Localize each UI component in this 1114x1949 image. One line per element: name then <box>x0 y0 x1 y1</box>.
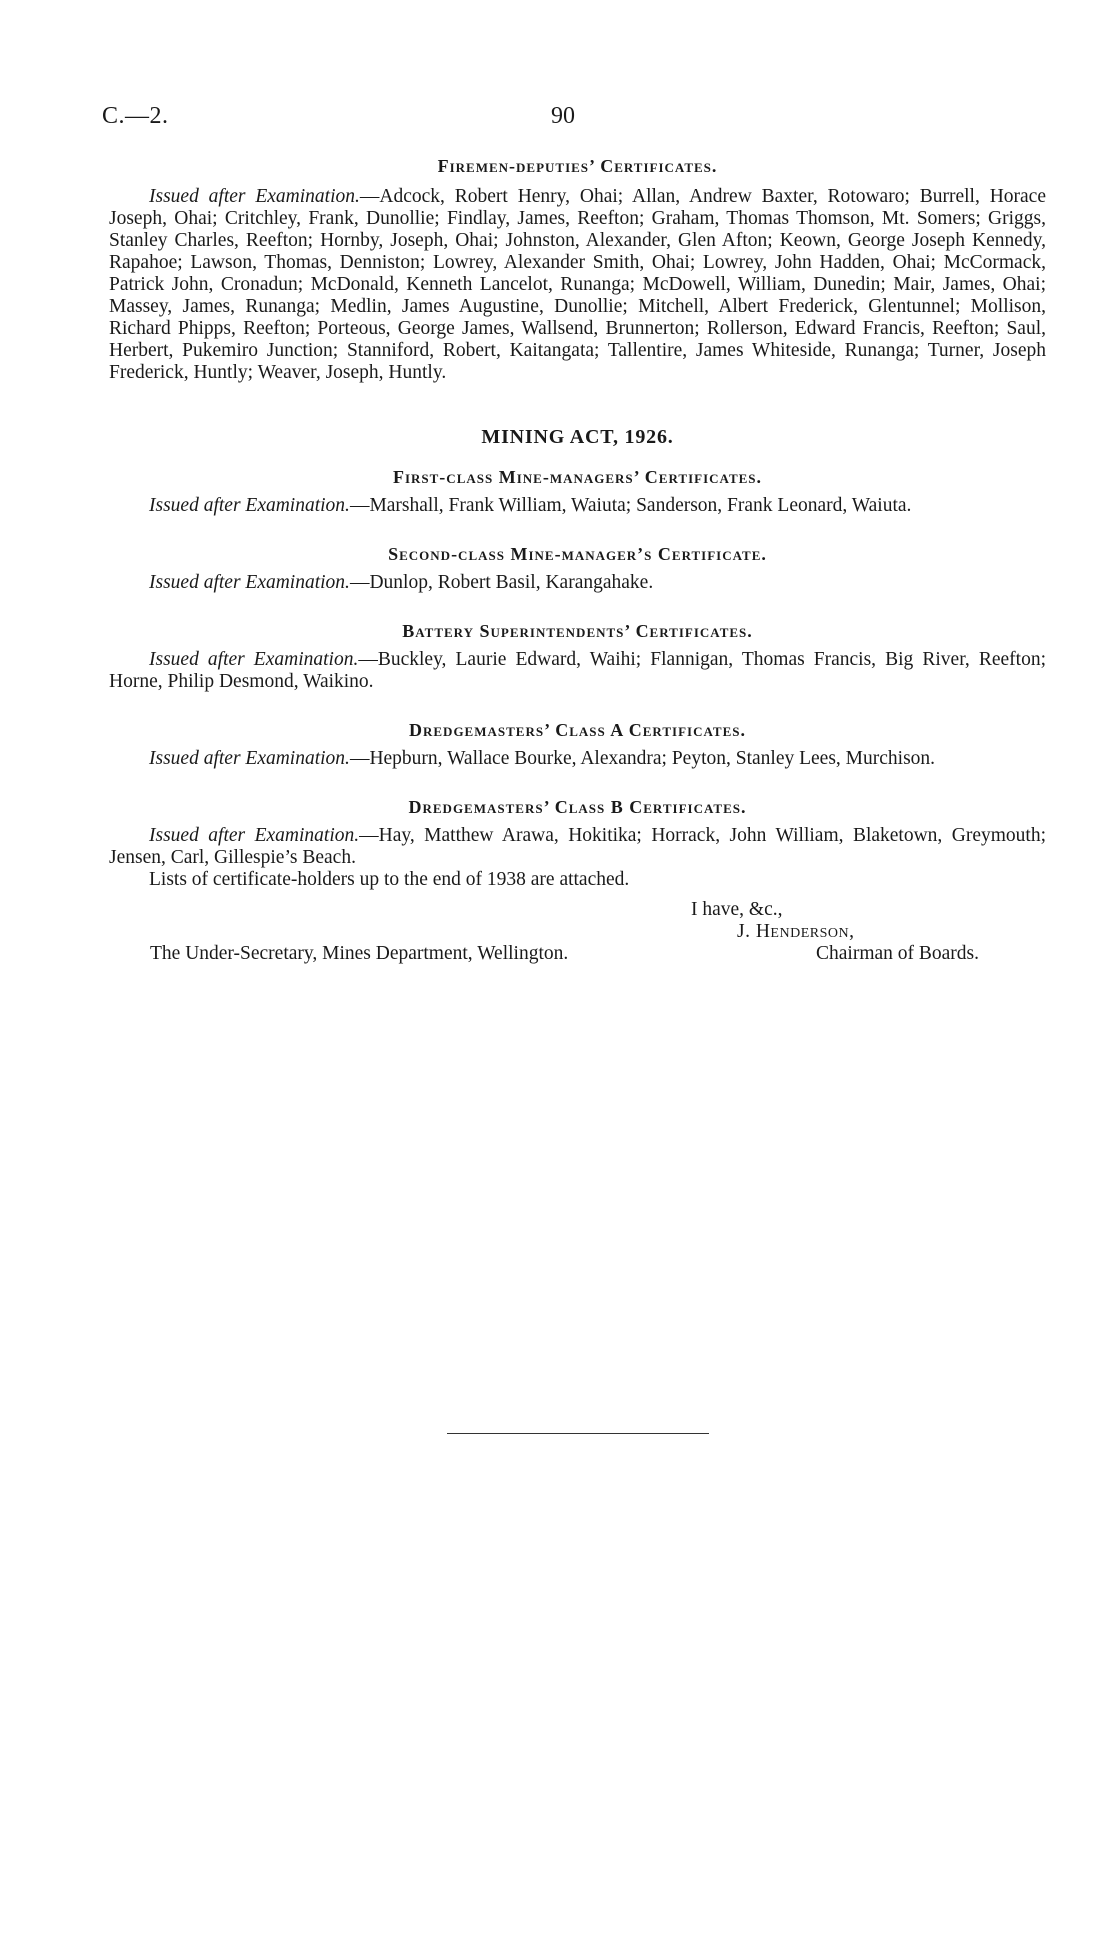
lead-phrase: Issued after Examination. <box>149 572 350 593</box>
signatory-name: J. Henderson, <box>737 921 855 942</box>
page-reference: C.—2. <box>102 103 169 129</box>
certificate-names: —Dunlop, Robert Basil, Karangahake. <box>349 572 654 593</box>
end-rule <box>447 1433 709 1434</box>
section-heading: Dredgemasters’ Class A Certificates. <box>409 720 746 740</box>
section-heading: Battery Superintendents’ Certificates. <box>402 621 753 641</box>
section-heading: First-class Mine-managers’ Certificates. <box>392 467 763 487</box>
lead-phrase: Issued after Examination. <box>149 748 350 769</box>
section-dredgemasters-class-a <box>109 720 1046 770</box>
section-heading: Firemen-deputies’ Certificates. <box>437 156 718 176</box>
certificate-list <box>109 572 1046 594</box>
certificate-list <box>109 495 1046 517</box>
closing-note: Lists of certificate-holders up to the end of 1938 are attached. <box>149 869 630 890</box>
salutation: I have, &c., <box>691 899 783 920</box>
section-second-class-mine-manager <box>109 544 1046 594</box>
section-firemen-deputies <box>109 156 1046 384</box>
page-number: 90 <box>551 103 575 129</box>
act-heading: MINING ACT, 1926. <box>481 426 674 448</box>
certificate-names: —Buckley, Laurie Edward, Waihi; Flannigan, Thomas Francis, Big River, Reefton; Horne, Philip Desmond, Waikino. <box>109 649 1047 692</box>
section-first-class-mine-managers <box>109 467 1046 517</box>
certificate-names: —Hay, Matthew Arawa, Hokitika; Horrack, John William, Blaketown, Greymouth; Jensen, Carl, Gillespie’s Beach. <box>109 825 1047 868</box>
certificate-list <box>109 186 1046 384</box>
lead-phrase: Issued after Examination. <box>149 825 360 846</box>
section-dredgemasters-class-b <box>109 797 1046 869</box>
signature-block <box>109 891 1046 964</box>
certificate-list <box>109 748 1046 770</box>
certificate-names: —Adcock, Robert Henry, Ohai; Allan, Andrew Baxter, Rotowaro; Burrell, Horace Joseph, Ohai; Critchley, Frank, Dunollie; Findlay, James, Reefton; Graham, Thomas Thomson, Mt. Somers; Griggs, Stanley Charles, Reefton; Hornby, Joseph, Ohai; Johnston, Alexander, Glen Afton; Keown, George Joseph Kennedy, Rapahoe; Lawson, Thomas, Denniston; Lowrey, Alexander Smith, Ohai; Lowrey, John Hadden, Ohai; McCormack, Patrick John, Cronadun; McDonald, Kenneth Lancelot, Runanga; McDowell, William, Dunedin; Mair, James, Ohai; Massey, James, Runanga; Medlin, James Augustine, Dunollie; Mitchell, Albert Frederick, Glentunnel; Mollison, Richard Phipps, Reefton; Porteous, George James, Wallsend, Brunnerton; Rollerson, Edward Francis, Reefton; Saul, Herbert, Pukemiro Junction; Stanniford, Robert, Kaitangata; Tallentire, James Whiteside, Runanga; Turner, Joseph Frederick, Huntly; Weaver, Joseph, Huntly. <box>109 186 1046 383</box>
page-content <box>109 156 1047 964</box>
section-heading: Dredgemasters’ Class B Certificates. <box>408 797 747 817</box>
certificate-names: —Marshall, Frank William, Waiuta; Sanderson, Frank Leonard, Waiuta. <box>349 495 912 516</box>
lead-phrase: Issued after Examination. <box>149 495 350 516</box>
addressee: The Under-Secretary, Mines Department, Wellington. <box>150 943 569 964</box>
section-battery-superintendents <box>109 621 1046 693</box>
lead-phrase: Issued after Examination. <box>149 186 360 207</box>
lead-phrase: Issued after Examination. <box>149 649 359 670</box>
section-heading: Second-class Mine-manager’s Certificate. <box>388 544 767 564</box>
certificate-list <box>109 649 1046 693</box>
certificate-names: —Hepburn, Wallace Bourke, Alexandra; Peyton, Stanley Lees, Murchison. <box>349 748 936 769</box>
certificate-list <box>109 825 1046 869</box>
signatory-role: Chairman of Boards. <box>816 943 980 964</box>
